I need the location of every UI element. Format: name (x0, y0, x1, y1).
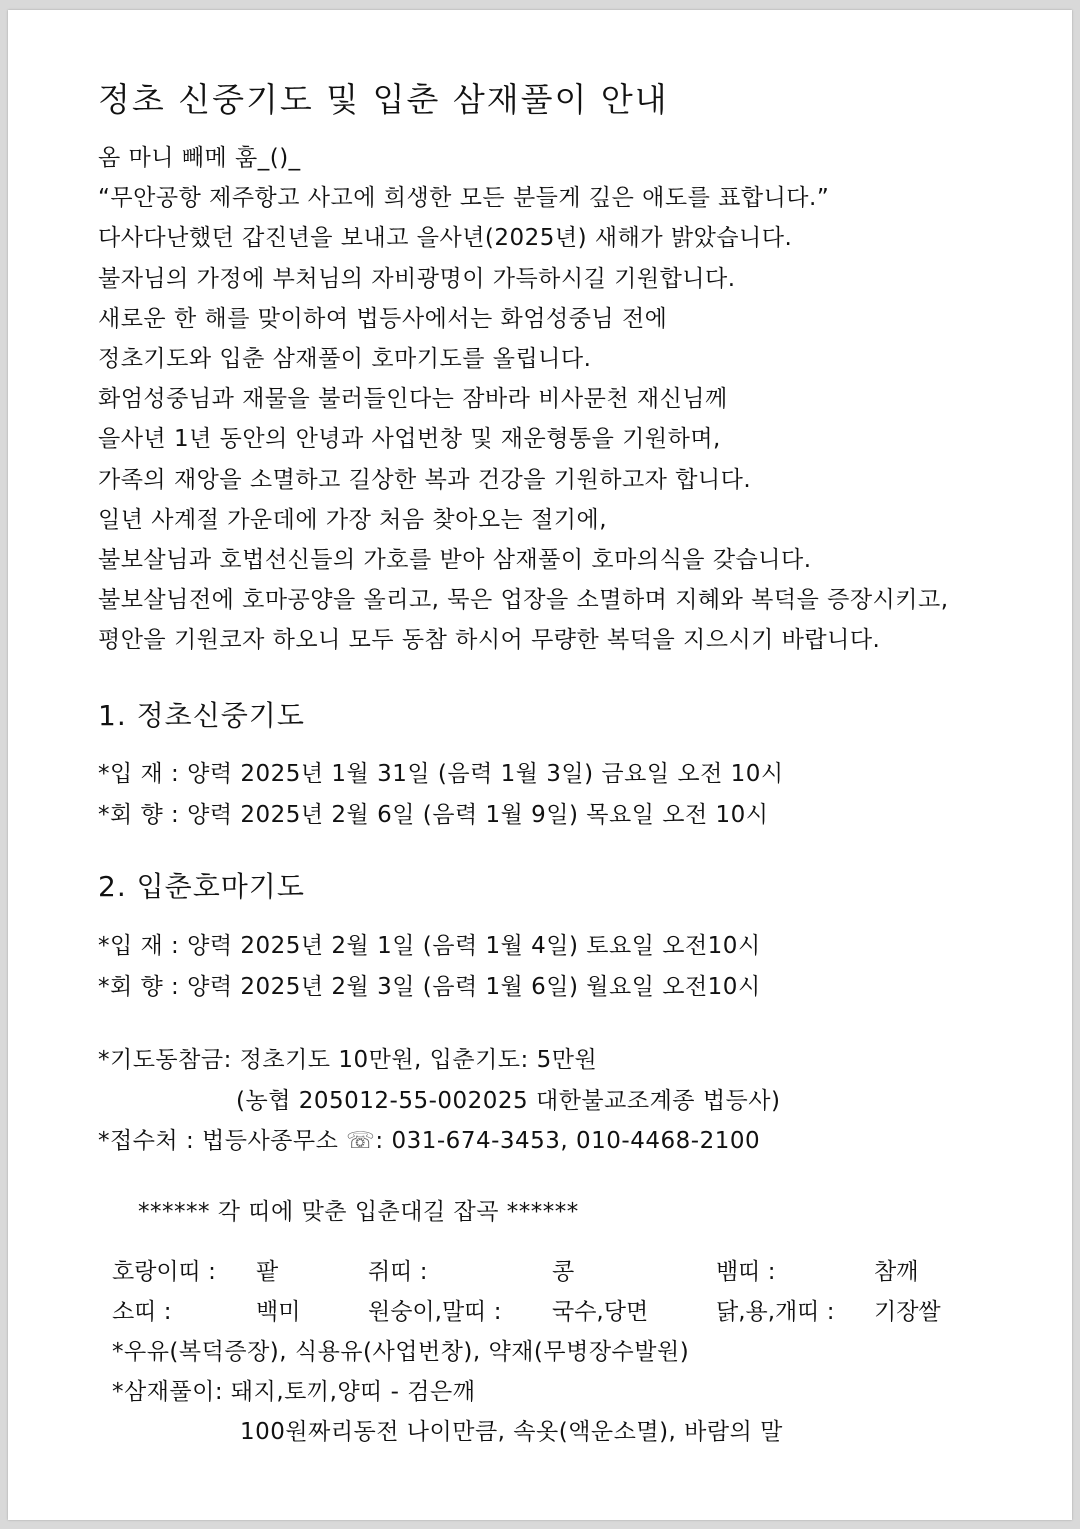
extra-line: 100원짜리동전 나이만큼, 속옷(액운소멸), 바람의 말 (240, 1419, 783, 1445)
intro-line: 정초기도와 입춘 삼재풀이 호마기도를 올립니다. (98, 345, 592, 372)
intro-line: 가족의 재앙을 소멸하고 길상한 복과 건강을 기원하고자 합니다. (98, 466, 752, 493)
grain-animal: 쥐띠 : (368, 1259, 428, 1285)
grain-table (112, 1252, 1012, 1334)
grain-name: 참깨 (874, 1259, 919, 1285)
intro-line: 다사다난했던 갑진년을 보내고 을사년(2025년) 새해가 밝았습니다. (98, 225, 793, 252)
extra-line: *삼재풀이: 돼지,토끼,양띠 - 검은깨 (112, 1379, 476, 1405)
intro-line: 불자님의 가정에 부처님의 자비광명이 가득하시길 기원합니다. (98, 265, 736, 292)
intro-line: 화엄성중님과 재물을 불러들인다는 잠바라 비사문천 재신님께 (98, 386, 728, 413)
grain-animal: 뱀띠 : (716, 1259, 776, 1285)
intro-line: 평안을 기원코자 하오니 모두 동참 하시어 무량한 복덕을 지으시기 바랍니다. (98, 627, 881, 654)
grain-name: 팥 (256, 1259, 279, 1285)
intro-line: 옴 마니 빼메 훔_()_ (98, 145, 301, 171)
schedule-line: *입 재 : 양력 2025년 2월 1일 (음력 1월 4일) 토요일 오전10시 (98, 933, 761, 959)
extra-notes (112, 1332, 1012, 1452)
fee-info (98, 1040, 1058, 1162)
schedule-line: *회 향 : 양력 2025년 2월 6일 (음력 1월 9일) 목요일 오전 10시 (98, 801, 769, 828)
document-page (8, 10, 1072, 1520)
grain-name: 국수,당면 (552, 1299, 649, 1325)
intro-line: 을사년 1년 동안의 안녕과 사업번창 및 재운형통을 기원하며, (98, 426, 721, 453)
account-line: (농협 205012-55-002025 대한불교조계종 법등사) (236, 1087, 781, 1114)
extra-line: *우유(복덕증장), 식용유(사업번창), 약재(무병장수발원) (112, 1339, 690, 1365)
schedule-line: *회 향 : 양력 2025년 2월 3일 (음력 1월 6일) 월요일 오전10시 (98, 973, 761, 1000)
grain-animal: 호랑이띠 : (112, 1259, 216, 1285)
intro-line: 불보살님전에 호마공양을 올리고, 묵은 업장을 소멸하며 지혜와 복덕을 증장시키고, (98, 587, 949, 614)
grain-animal: 소띠 : (112, 1299, 172, 1325)
grain-section-title: ****** 각 띠에 맞춘 입춘대길 잡곡 ****** (138, 1199, 579, 1225)
intro-line: 새로운 한 해를 맞이하여 법등사에서는 화엄성중님 전에 (98, 305, 668, 332)
section1-schedule (98, 754, 784, 835)
grain-name: 콩 (552, 1259, 575, 1285)
fee-line: *기도동참금: 정초기도 10만원, 입춘기도: 5만원 (98, 1047, 598, 1073)
contact-numbers: : 031-674-3453, 010-4468-2100 (375, 1128, 761, 1154)
grain-name: 백미 (256, 1299, 301, 1325)
section2-schedule (98, 926, 761, 1007)
grain-name: 기장쌀 (874, 1299, 941, 1325)
intro-paragraph (98, 138, 1058, 660)
intro-line: 불보살님과 호법선신들의 가호를 받아 삼재풀이 호마의식을 갖습니다. (98, 546, 812, 573)
phone-icon: ☏ (346, 1128, 376, 1154)
grain-animal: 닭,용,개띠 : (716, 1299, 835, 1325)
section1-heading: 1. 정초신중기도 (98, 699, 305, 732)
intro-line: 일년 사계절 가운데에 가장 처음 찾아오는 절기에, (98, 506, 608, 533)
intro-line: “무안공항 제주항고 사고에 희생한 모든 분들게 깊은 애도를 표합니다.” (98, 185, 830, 212)
contact-line (98, 1121, 1058, 1162)
document-title: 정초 신중기도 및 입춘 삼재풀이 안내 (98, 80, 669, 119)
contact-label: *접수처 : 법등사종무소 (98, 1128, 339, 1154)
section2-heading: 2. 입춘호마기도 (98, 870, 305, 903)
grain-animal: 원숭이,말띠 : (368, 1299, 502, 1325)
schedule-line: *입 재 : 양력 2025년 1월 31일 (음력 1월 3일) 금요일 오전 10시 (98, 761, 784, 787)
